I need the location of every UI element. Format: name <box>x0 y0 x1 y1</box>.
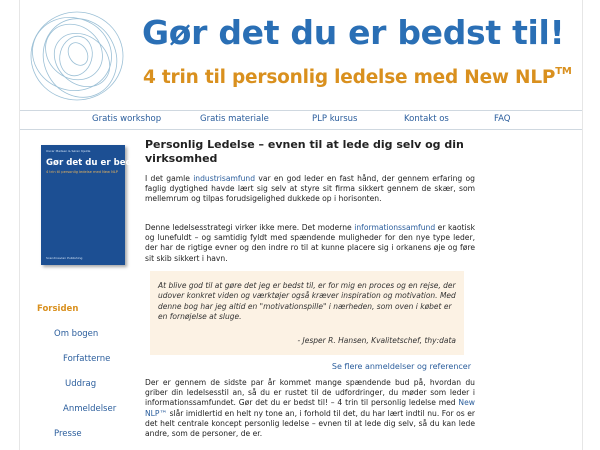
sidenav-forfatterne[interactable]: Forfatterne <box>63 354 111 364</box>
sidenav-anmeldelser[interactable]: Anmeldelser <box>63 404 117 414</box>
nav-plp-kursus[interactable]: PLP kursus <box>312 114 358 124</box>
book-authors: Oscar Madsen & Søren Kjelde <box>46 149 91 153</box>
page <box>19 0 583 450</box>
intro-paragraph-1 <box>145 174 475 205</box>
testimonial-quote <box>150 271 464 355</box>
book-publisher: Scandinavian Publishing <box>46 256 83 260</box>
new-nlp-link[interactable]: New NLP™ <box>145 398 475 418</box>
header <box>20 0 582 110</box>
quote-author: - Jesper R. Hansen, Kvalitetschef, thy:data <box>297 336 456 345</box>
p2-text-b: er kaotisk og lunefuldt – og samtidig fyldt med spændende muligheder for den nye type leder, der har de rigtige evner og den indre ro til at kunne placere sig i orkanens øje og føre sit skib sikkert i havn. <box>145 223 475 263</box>
industrisamfund-link[interactable]: industrisamfund <box>193 174 256 183</box>
page-heading: Personlig Ledelse – evnen til at lede dig selv og din virksomhed <box>145 138 464 165</box>
sidenav-om-bogen[interactable]: Om bogen <box>54 329 99 339</box>
informationssamfund-link[interactable]: informationssamfund <box>354 223 436 232</box>
p3-text-b: slår imidlertid en helt ny tone an, i forhold til det, du har lært indtil nu. For os er det helt centrale koncept personlig ledelse – evnen til at lede dig selv, så du kan lede andre, som de personer, de er. <box>145 408 475 439</box>
nav-gratis-workshop[interactable]: Gratis workshop <box>92 114 162 124</box>
site-subtitle-text: 4 trin til personlig ledelse med New NLP <box>143 67 556 88</box>
intro-paragraph-2 <box>145 223 475 264</box>
book-title: Gør det du er bedst til! <box>46 158 158 168</box>
more-reviews-link[interactable]: Se flere anmeldelser og referencer <box>331 362 471 371</box>
p2-text-a: Denne ledelsesstrategi virker ikke mere. Det moderne <box>145 223 355 232</box>
nav-gratis-materiale[interactable]: Gratis materiale <box>200 114 269 124</box>
sidenav-forsiden[interactable]: Forsiden <box>37 304 79 314</box>
book-subtitle: 4 trin til personlig ledelse med New NLP <box>46 170 118 174</box>
quote-text: At blive god til at gøre det jeg er bedst til, er for mig en proces og en rejse, der udover konkret viden og værktøjer også kræver inspiration og motivation. Med denne bog har jeg altid en "motivationspille" i nærheden, som oven i købet er en fornøjelse at sluge. <box>158 281 456 322</box>
p3-text-a: Der er gennem de sidste par år kommet mange spændende bud på, hvordan du griber din ledelsesstil an, så du er rustet til de udfordringer, du møder som leder i informationssamfundet. Gør det du er bedst til! – 4 trin til personlig ledelse med <box>145 378 475 408</box>
top-nav <box>20 110 582 130</box>
trademark-mark: TM <box>555 66 572 77</box>
p1-text-b: var en god leder en fast hånd, der gennem erfaring og faglig dygtighed havde lært sig selv at styre sit firma sikkert gennem de skær, som mellemrum og tilpas forudsigelighed dukkede op i horisonten. <box>145 174 475 204</box>
body-paragraph-3 <box>145 378 475 439</box>
p1-text-a: I det gamle <box>145 174 194 183</box>
sidenav-presse[interactable]: Presse <box>54 429 82 439</box>
swirl-logo-icon <box>22 4 132 108</box>
site-title: Gør det du er bedst til! <box>142 13 565 52</box>
sidenav-uddrag[interactable]: Uddrag <box>65 379 97 389</box>
site-subtitle <box>143 67 572 88</box>
nav-kontakt-os[interactable]: Kontakt os <box>404 114 449 124</box>
book-cover-image[interactable] <box>41 145 158 265</box>
nav-faq[interactable]: FAQ <box>494 114 511 124</box>
